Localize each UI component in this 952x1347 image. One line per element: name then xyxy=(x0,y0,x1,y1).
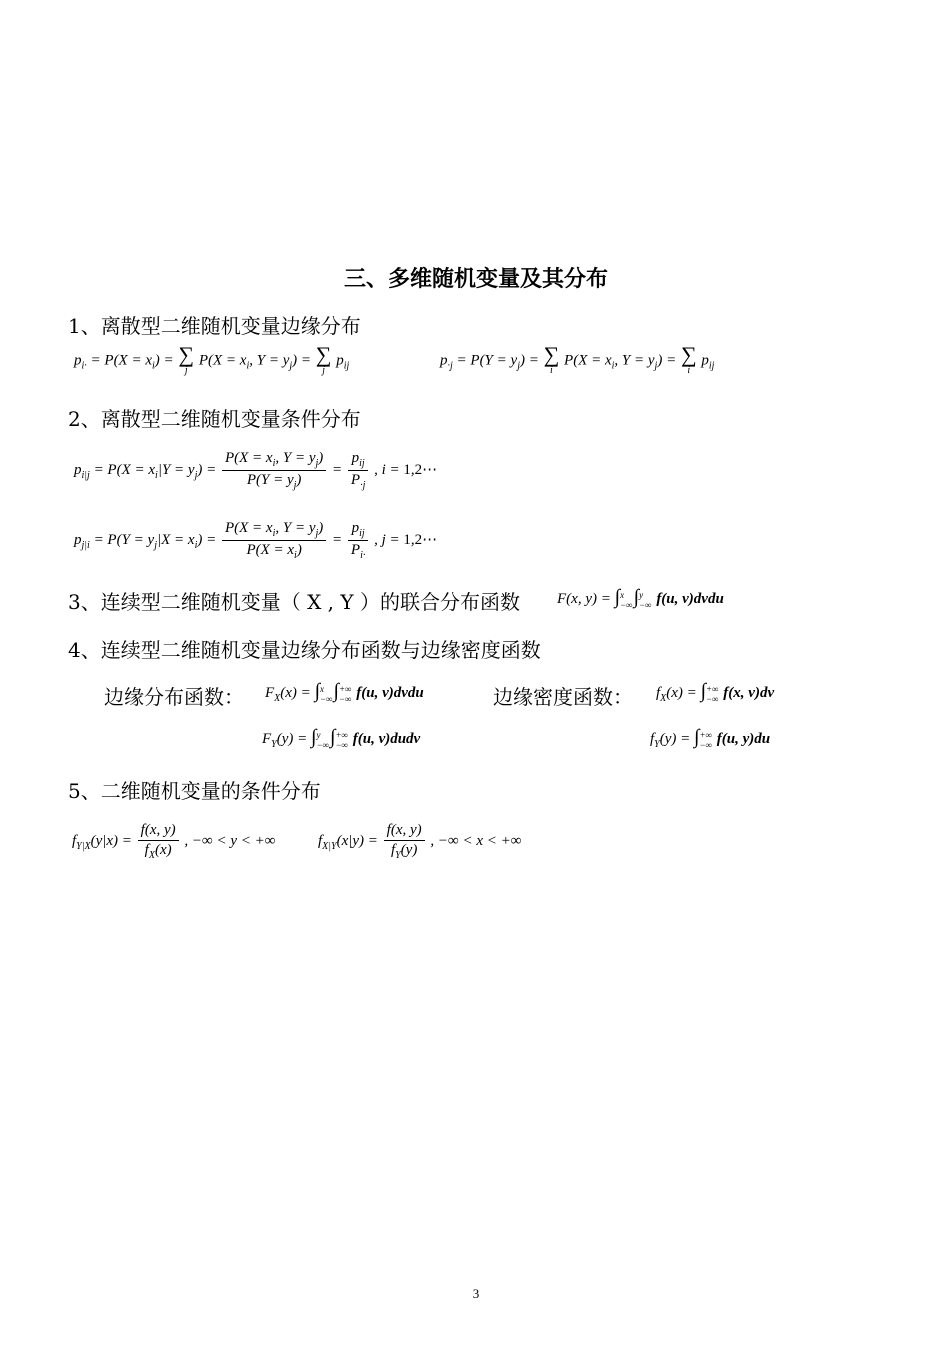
formula-marginal-cdf-y: $F_Y(y) = \int y$ −∞∫+∞ −∞ f(u, v)dudv xyxy=(262,726,421,750)
formula-marginal-x: $p_{i\cdot} = P(X = x_i)$ = ∑ j $P(X = x_i$, $Y = y_j$) = ∑ j $p_{ij}$ xyxy=(74,342,350,376)
formula-marginal-pdf-y: $f_Y(y)$ = ∫+∞ −∞ f(u, y)du xyxy=(650,726,771,750)
formula-conditional-density-y-given-x: $f_{Y|X}(y|x)$ = $\frac{f(x, y)}{f_X(x)}$ , −∞ < y < +∞ xyxy=(72,822,276,861)
formula-conditional-x: $p_{i|j} = P(X = x_i|Y = y_j)$ = $\frac{P(X = x_i, Y = y_j)}{P(Y = y_j)}$ = $\frac{p_{ij}}{P_{\cdot j}}$ , i = 1,2⋯ xyxy=(74,450,438,491)
page-title: 三、多维随机变量及其分布 xyxy=(343,267,608,292)
marginal-pdf-label: 边缘密度函数： xyxy=(493,685,633,709)
formula-conditional-y: $p_{j|i} = P(Y = y_j|X = x_i)$ = $\frac{P(X = x_i, Y = y_j)}{P(X = x_i)}$ = $\frac{p_{ij}}{P_{i\cdot}}$ , j = 1,2⋯ xyxy=(74,520,438,561)
section-3-heading: 3、连续型二维随机变量（ X , Y ）的联合分布函数 xyxy=(68,590,520,614)
formula-joint-cdf: F(x, y) = ∫x −∞∫y −∞ f(u, v)dvdu xyxy=(557,586,724,610)
formula-marginal-pdf-x: $f_X(x)$ = ∫+∞ −∞ f(x, v)dv xyxy=(656,680,775,704)
marginal-cdf-label: 边缘分布函数： xyxy=(104,685,244,709)
section-1-heading: 1、离散型二维随机变量边缘分布 xyxy=(68,314,361,338)
formula-marginal-y: $p_{\cdot j} = P(Y = y_j)$ = ∑ i $P(X = x_i$, $Y = y_j$) = ∑ i $p_{ij}$ xyxy=(440,342,715,376)
section-2-heading: 2、离散型二维随机变量条件分布 xyxy=(68,407,361,431)
section-5-heading: 5、二维随机变量的条件分布 xyxy=(68,779,321,803)
formula-conditional-density-x-given-y: $f_{X|Y}(x|y)$ = $\frac{f(x, y)}{f_Y(y)}$ , −∞ < x < +∞ xyxy=(318,822,522,861)
section-4-heading: 4、连续型二维随机变量边缘分布函数与边缘密度函数 xyxy=(68,638,541,662)
page-number: 3 xyxy=(472,1286,480,1301)
formula-marginal-cdf-x: $F_X(x) = \int x$ −∞∫+∞ −∞ f(u, v)dvdu xyxy=(265,680,424,704)
